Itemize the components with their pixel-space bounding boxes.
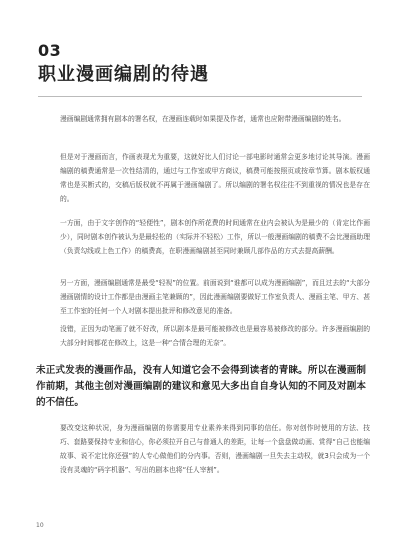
body-paragraph-3: 一方面，由于文字创作的“轻便性”，剧本创作所花费的时间通常在业内会被认为是最少的（肯定比作画少），同时剧本创作被认为是最轻松的（实际并不轻松）工作，所以一般漫画编剧的稿费不会比漫画助理（负责勾线或上色工作）的稿费高，在职漫画编剧甚至同时兼顾几部作品的方式去提高薪酬。: [60, 219, 370, 255]
body-paragraph-1: 漫画编剧通常拥有剧本的署名权，在漫画连载时如果提及作者，通常也应附带漫画编剧的姓名。: [60, 115, 346, 123]
body-paragraph-5: 没错，正因为动笔画了就不好改，所以剧本是最可能被修改也是最容易被修改的部分。许多漫画编剧的大部分时间都花在修改上，这是一种“合情合理的无奈”。: [60, 325, 370, 347]
section-number: 03: [38, 41, 62, 60]
body-paragraph-2: 但是对于漫画而言，作画表现尤为重要，这就好比人们讨论一部电影时通常会更多地讨论其导演。漫画编剧的稿费通常是一次性结清的，通过与工作室或甲方商议，稿费可能按照页或按章节算。剧本版权通常也是买断式的，交稿后版权就不再属于漫画编剧了。所以编剧的署名权往往不到重视的情况也是存在的。: [60, 153, 370, 203]
section-title: 职业漫画编剧的待遇: [38, 64, 209, 85]
title-divider: [38, 96, 362, 97]
closing-paragraph: 要改变这种状况，身为漫画编剧的你需要用专业素养来得到同事的信任。你对创作时使用的方法、技巧、套路要保持专业和信心，你必须拉开自己与普通人的差距，让每一个盘盘做动画、赏得“自己也能编故事、说不定比你还强”的人专心做他们的分内事。否则，漫画编剧一旦失去主动权，就3只会成为一个没有灵魂的“码字机器”、写出的剧本也将“任人宰割”。: [60, 424, 370, 474]
page-number: 10: [36, 522, 44, 529]
body-paragraph-4: 另一方面，漫画编剧通常是最受“轻视”的位置。前面说到“谁都可以成为漫画编剧”，而且过去的“大部分漫画剧情的设计工作都是由漫画主笔兼顾的”，因此漫画编剧要做好工作室负责人、漫画主笔、甲方、甚至工作室的任何一个人对剧本提出批评和修改意见的准备。: [60, 279, 370, 315]
highlight-quote: 未正式发表的漫画作品，没有人知道它会不会得到读者的青睐。所以在漫画制作前期，其他主创对漫画编剧的建议和意见大多出自自身认知的不同及对剧本的不信任。: [36, 365, 366, 408]
